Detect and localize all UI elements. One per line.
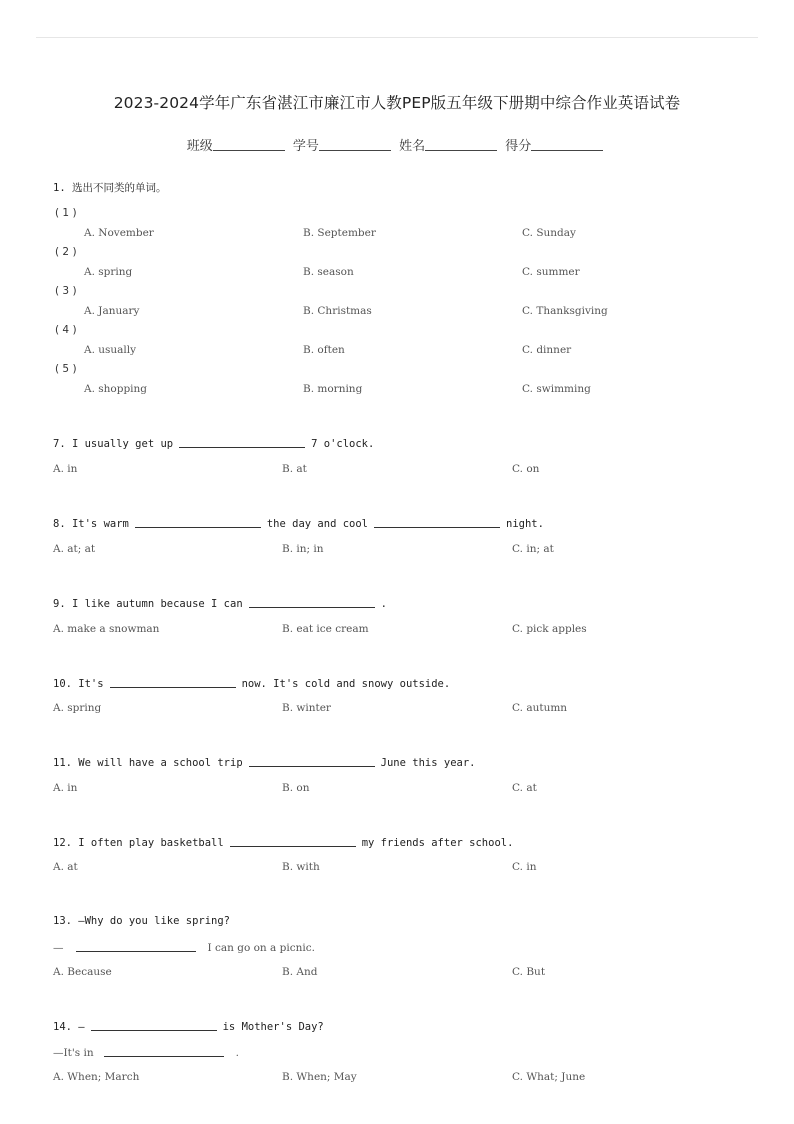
- q14-stem-post: is Mother's Day?: [222, 1021, 324, 1033]
- q10-option-b[interactable]: B. winter: [282, 702, 331, 714]
- q14-reply-line: [53, 1046, 239, 1059]
- q10-option-a[interactable]: A. spring: [53, 702, 102, 714]
- class-label: 班级: [186, 139, 213, 154]
- q7-option-a[interactable]: A. in: [53, 463, 78, 475]
- q1-stem: 1. 选出不同类的单词。: [53, 182, 167, 194]
- q1-item4-option-c[interactable]: C. dinner: [522, 344, 572, 356]
- q7-option-c[interactable]: C. on: [512, 463, 540, 475]
- name-label: 姓名: [399, 139, 426, 154]
- q8-stem: [53, 517, 544, 530]
- q14-stem-pre: 14. —: [53, 1021, 85, 1033]
- q12-option-b[interactable]: B. with: [282, 861, 320, 873]
- q13-answer-blank[interactable]: [76, 941, 196, 952]
- q9-stem-pre: 9. I like autumn because I can: [53, 598, 243, 610]
- q1-item3-number: ( 3 ): [55, 285, 77, 297]
- q1-item5-option-c[interactable]: C. swimming: [522, 383, 591, 395]
- q1-item4-number: ( 4 ): [55, 324, 77, 336]
- q9-answer-blank[interactable]: [249, 597, 375, 608]
- q12-option-c[interactable]: C. in: [512, 861, 537, 873]
- q14-reply-post: .: [235, 1047, 239, 1059]
- q8-option-a[interactable]: A. at; at: [53, 543, 96, 555]
- page-title: 2023-2024学年广东省湛江市廉江市人教PEP版五年级下册期中综合作业英语试卷: [113, 94, 681, 112]
- q1-item3-option-a[interactable]: A. January: [84, 305, 140, 317]
- q13-stem: 13. —Why do you like spring?: [53, 915, 231, 927]
- student-info-line: [0, 135, 794, 154]
- q8-answer-blank-1[interactable]: [135, 517, 261, 528]
- q1-item5-option-b[interactable]: B. morning: [303, 383, 363, 395]
- q12-stem: [53, 836, 513, 849]
- q7-stem-pre: 7. I usually get up: [53, 438, 174, 450]
- q11-option-c[interactable]: C. at: [512, 782, 537, 794]
- q9-stem: [53, 597, 387, 610]
- number-blank[interactable]: [319, 138, 391, 151]
- q13-reply-line: [53, 941, 315, 954]
- q13-reply-dash: —: [53, 942, 64, 954]
- q12-stem-pre: 12. I often play basketball: [53, 837, 224, 849]
- q12-option-a[interactable]: A. at: [53, 861, 78, 873]
- q11-answer-blank[interactable]: [249, 756, 375, 767]
- q1-item5-number: ( 5 ): [55, 363, 77, 375]
- q1-item3-option-c[interactable]: C. Thanksgiving: [522, 305, 608, 317]
- q1-item1-number: ( 1 ): [55, 207, 77, 219]
- q14-option-b[interactable]: B. When; May: [282, 1071, 357, 1083]
- q8-stem-pre: 8. It's warm: [53, 518, 129, 530]
- q14-option-c[interactable]: C. What; June: [512, 1071, 586, 1083]
- header-rule: [36, 37, 758, 38]
- q14-reply-pre: —It's in: [53, 1047, 94, 1059]
- q10-answer-blank[interactable]: [110, 677, 236, 688]
- q13-reply-text: I can go on a picnic.: [207, 942, 315, 954]
- q13-option-b[interactable]: B. And: [282, 966, 318, 978]
- q9-option-a[interactable]: A. make a snowman: [53, 623, 160, 635]
- class-blank[interactable]: [213, 138, 285, 151]
- q8-stem-mid: the day and cool: [266, 518, 369, 530]
- q1-item2-option-c[interactable]: C. summer: [522, 266, 580, 278]
- q12-answer-blank[interactable]: [230, 836, 356, 847]
- name-blank[interactable]: [425, 138, 497, 151]
- q9-stem-post: .: [380, 598, 387, 610]
- q7-stem: [53, 437, 374, 450]
- q10-option-c[interactable]: C. autumn: [512, 702, 568, 714]
- q7-stem-post: 7 o'clock.: [311, 438, 375, 450]
- q9-option-c[interactable]: C. pick apples: [512, 623, 587, 635]
- q11-option-a[interactable]: A. in: [53, 782, 78, 794]
- q14-answer-blank-1[interactable]: [91, 1020, 217, 1031]
- q11-stem-pre: 11. We will have a school trip: [53, 757, 243, 769]
- number-label: 学号: [292, 139, 319, 154]
- q1-item4-option-b[interactable]: B. often: [303, 344, 345, 356]
- q8-stem-post: night.: [506, 518, 544, 530]
- q10-stem: [53, 677, 450, 690]
- q11-stem-post: June this year.: [380, 757, 476, 769]
- q8-option-c[interactable]: C. in; at: [512, 543, 554, 555]
- q1-item1-option-a[interactable]: A. November: [84, 227, 154, 239]
- q11-option-b[interactable]: B. on: [282, 782, 310, 794]
- q14-stem: [53, 1020, 324, 1033]
- q9-option-b[interactable]: B. eat ice cream: [282, 623, 369, 635]
- q12-stem-post: my friends after school.: [361, 837, 514, 849]
- q1-item2-number: ( 2 ): [55, 246, 77, 258]
- q14-answer-blank-2[interactable]: [104, 1046, 224, 1057]
- q11-stem: [53, 756, 475, 769]
- q13-option-a[interactable]: A. Because: [53, 966, 112, 978]
- q8-option-b[interactable]: B. in; in: [282, 543, 324, 555]
- q14-option-a[interactable]: A. When; March: [53, 1071, 140, 1083]
- q1-item2-option-b[interactable]: B. season: [303, 266, 354, 278]
- score-label: 得分: [505, 139, 532, 154]
- q10-stem-pre: 10. It's: [53, 678, 104, 690]
- q1-item1-option-c[interactable]: C. Sunday: [522, 227, 576, 239]
- q1-item1-option-b[interactable]: B. September: [303, 227, 376, 239]
- q1-item5-option-a[interactable]: A. shopping: [84, 383, 148, 395]
- q7-option-b[interactable]: B. at: [282, 463, 307, 475]
- q7-answer-blank[interactable]: [179, 437, 305, 448]
- q1-item3-option-b[interactable]: B. Christmas: [303, 305, 372, 317]
- q1-item2-option-a[interactable]: A. spring: [84, 266, 133, 278]
- q1-item4-option-a[interactable]: A. usually: [84, 344, 137, 356]
- q13-option-c[interactable]: C. But: [512, 966, 546, 978]
- score-blank[interactable]: [531, 138, 603, 151]
- q8-answer-blank-2[interactable]: [374, 517, 500, 528]
- q10-stem-post: now. It's cold and snowy outside.: [241, 678, 451, 690]
